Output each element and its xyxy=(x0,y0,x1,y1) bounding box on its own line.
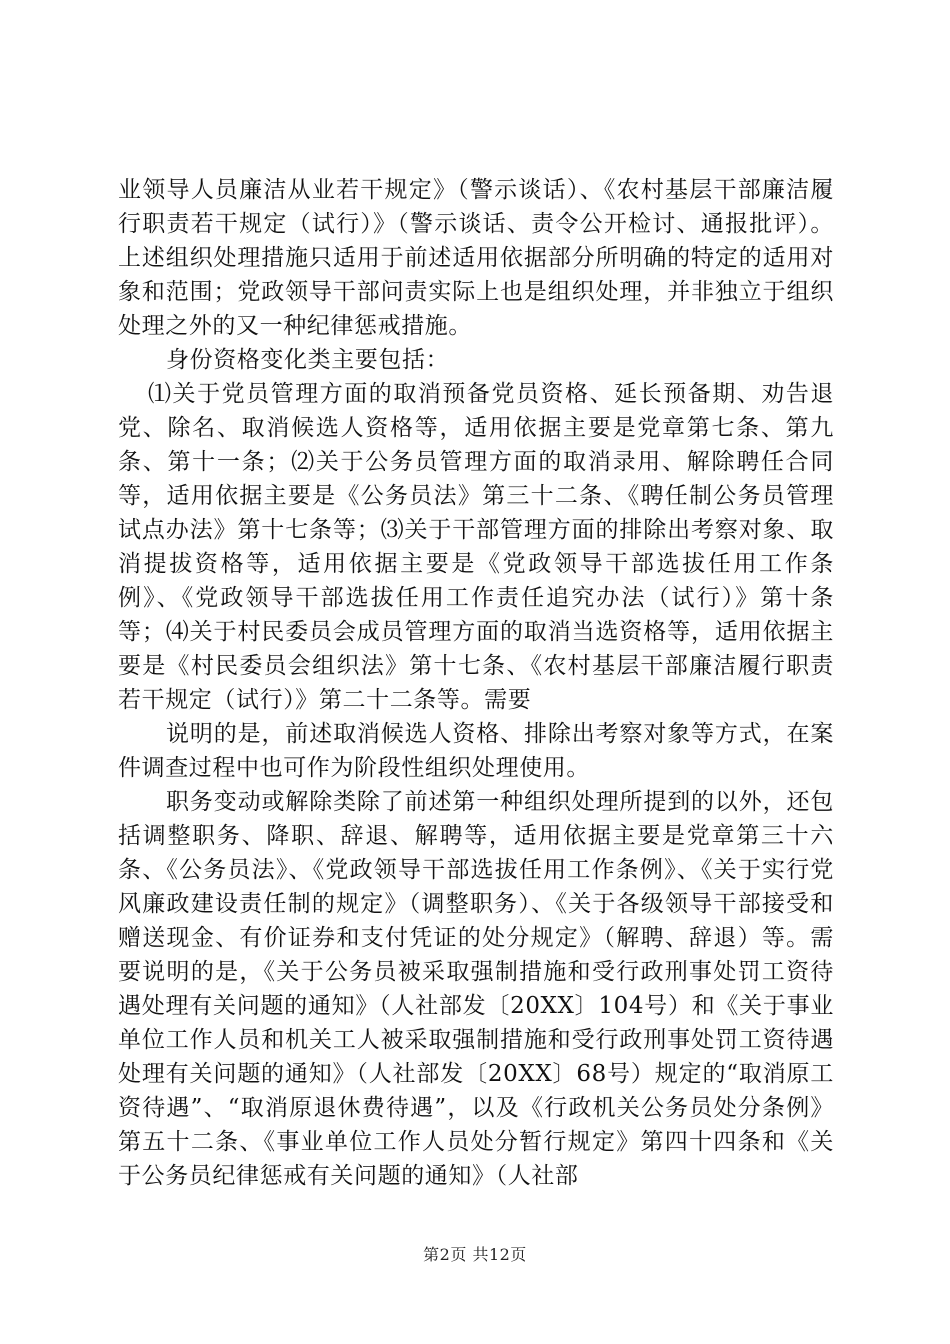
document-body xyxy=(118,173,834,1193)
paragraph-note: 说明的是，前述取消候选人资格、排除出考察对象等方式，在案件调查过程中也可作为阶段性组织处理使用。 xyxy=(118,721,834,781)
paragraph-identity-items: ⑴关于党员管理方面的取消预备党员资格、延长预备期、劝告退党、除名、取消候选人资格等，适用依据主要是党章第七条、第九条、第十一条；⑵关于公务员管理方面的取消录用、解除聘任合同等，适用依据主要是《公务员法》第三十二条、《聘任制公务员管理试点办法》第十七条等；⑶关于干部管理方面的排除出考察对象、取消提拔资格等，适用依据主要是《党政领导干部选拔任用工作条例》、《党政领导干部选拔任用工作责任追究办法（试行）》第十条等；⑷关于村民委员会成员管理方面的取消当选资格等，适用依据主要是《村民委员会组织法》第十七条、《农村基层干部廉洁履行职责若干规定（试行）》第二十二条等。需要 xyxy=(118,381,834,713)
paragraph-continuation: 业领导人员廉洁从业若干规定》（警示谈话）、《农村基层干部廉洁履行职责若干规定（试行）》（警示谈话、责令公开检讨、通报批评）。上述组织处理措施只适用于前述适用依据部分所明确的特定的适用对象和范围；党政领导干部问责实际上也是组织处理，并非独立于组织处理之外的又一种纪律惩戒措施。 xyxy=(118,177,834,339)
page-footer: 第2页 共12页 xyxy=(423,1245,527,1264)
paragraph-position-change: 职务变动或解除类除了前述第一种组织处理所提到的以外，还包括调整职务、降职、辞退、解聘等，适用依据主要是党章第三十六条、《公务员法》、《党政领导干部选拔任用工作条例》、《关于实行党风廉政建设责任制的规定》（调整职务）、《关于各级领导干部接受和赠送现金、有价证券和支付凭证的处分规定》（解聘、辞退）等。需要说明的是，《关于公务员被采取强制措施和受行政刑事处罚工资待遇处理有关问题的通知》（人社部发〔20XX〕104号）和《关于事业单位工作人员和机关工人被采取强制措施和受行政刑事处罚工资待遇处理有关问题的通知》（人社部发〔20XX〕68号）规定的“取消原工资待遇”、“取消原退休费待遇”，以及《行政机关公务员处分条例》第五十二条、《事业单位工作人员处分暂行规定》第四十四条和《关于公务员纪律惩戒有关问题的通知》（人社部 xyxy=(118,789,834,1189)
paragraph-identity-heading: 身份资格变化类主要包括： xyxy=(166,347,450,373)
